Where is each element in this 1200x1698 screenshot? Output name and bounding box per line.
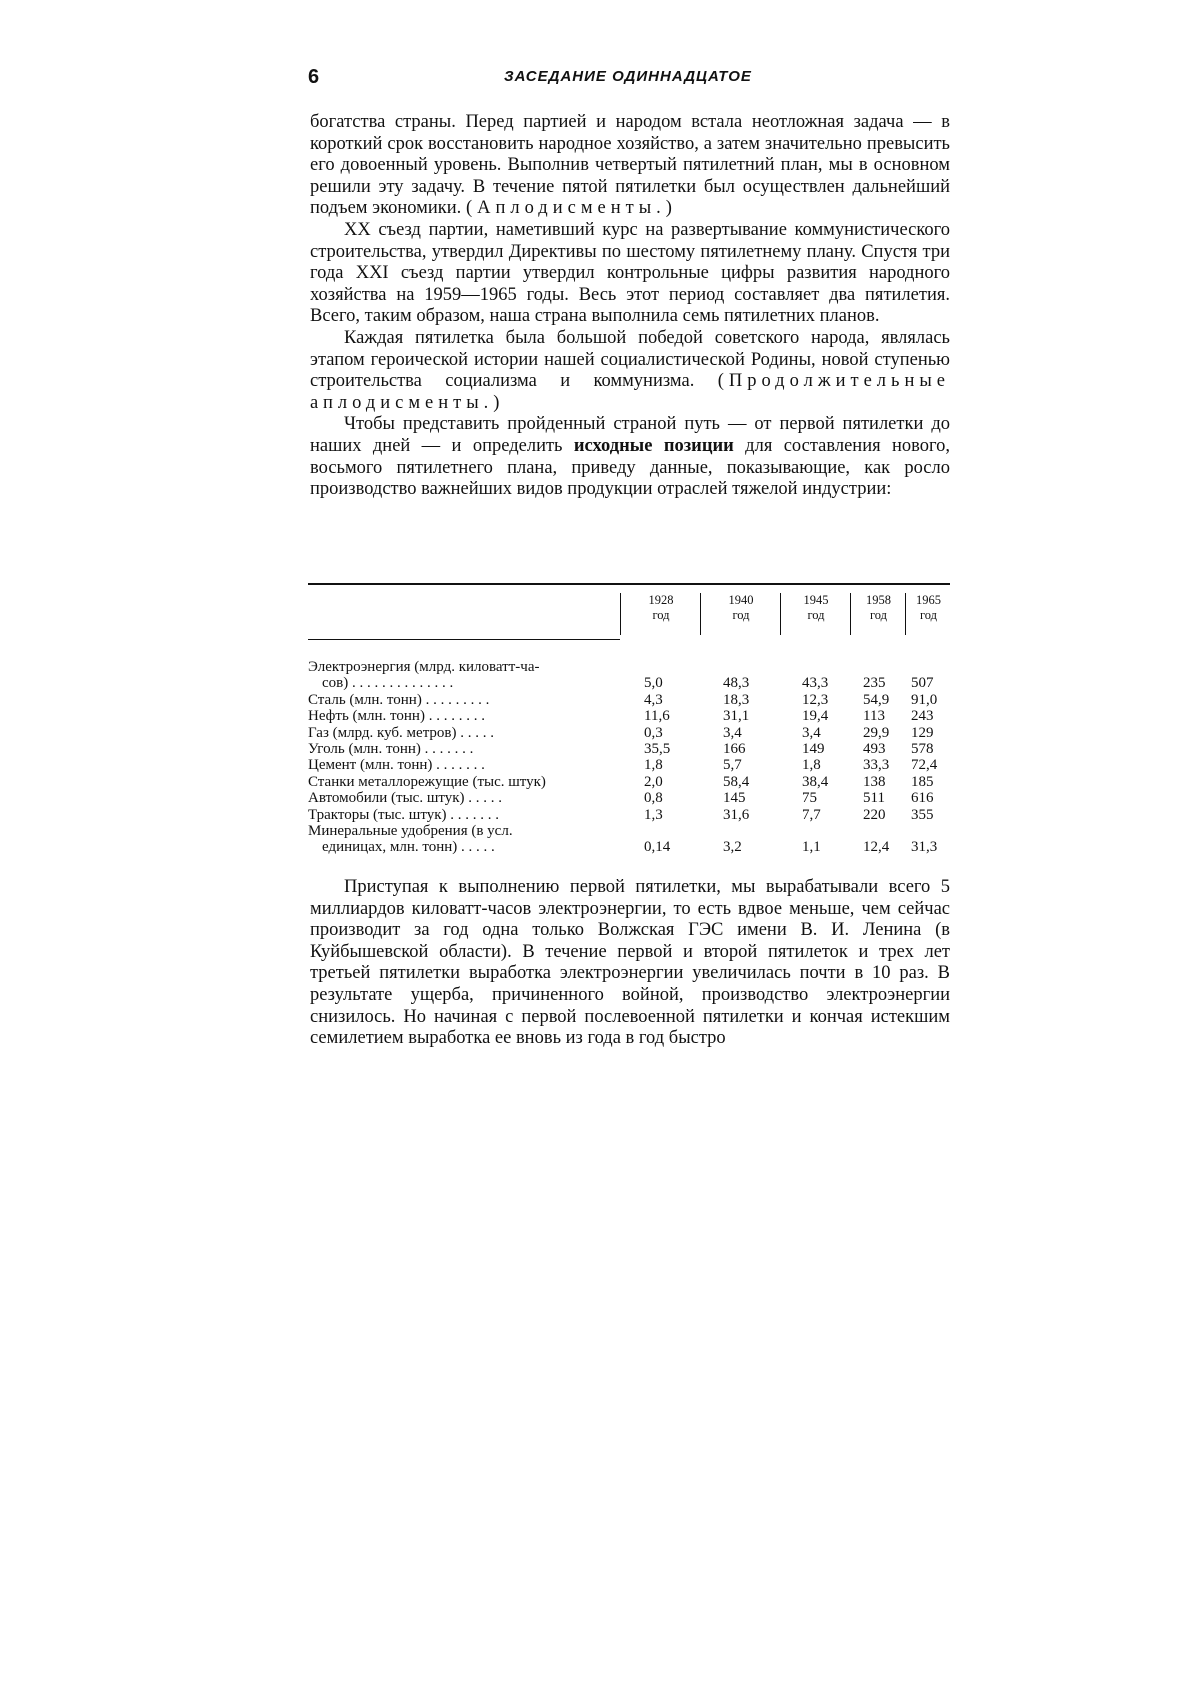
paragraph-intro: Чтобы представить пройденный страной путь — от первой пятилетки до наших дней — и определить исходные позиции для составления нового, восьмого пятилетнего плана, приведу данные, показывающие, как росло производство важнейших видов продукции отраслей тяжелой индустрии: [310, 414, 950, 500]
table-row: Цемент (млн. тонн) . . . . . . . 1,8 5,7 1,8 33,3 72,4 [308, 757, 938, 774]
column-header: 1945 год [780, 593, 851, 635]
body-text-top [310, 112, 950, 501]
paragraph: Каждая пятилетка была большой победой советского народа, являлась этапом героической истории нашей социалистической Родины, новой ступенью строительства социализма и коммунизма. (Продолжительные аплодисменты.) [310, 327, 951, 413]
applause-note: (Аплодисменты.) [465, 198, 677, 219]
column-header: 1940 год [700, 593, 781, 635]
table-row: Уголь (млн. тонн) . . . . . . . 35,5 166 149 493 578 [308, 740, 934, 757]
column-header: 1965 год [905, 593, 951, 635]
column-header: 1958 год [850, 593, 906, 635]
table-row: Тракторы (тыс. штук) . . . . . . . 1,3 31,6 7,7 220 355 [308, 806, 934, 823]
bold-phrase: исходные позиции [573, 435, 734, 456]
table-body [308, 659, 950, 856]
body-text-bottom [310, 877, 950, 1050]
table-row: Минеральные удобрения (в усл. единицах, млн. тонн) . . . . . 0,14 3,2 1,1 12,4 31,3 [308, 822, 938, 856]
page-header [308, 66, 948, 92]
table-row: Нефть (млн. тонн) . . . . . . . . 11,6 31,1 19,4 113 243 [308, 708, 934, 725]
column-header: 1928 год [620, 593, 701, 635]
table-rule [308, 583, 950, 585]
table-row: Электроэнергия (млрд. киловатт-ча- сов) . . . . . . . . . . . . . . 5,0 48,3 43,3 235 507 [308, 659, 934, 692]
paragraph: XX съезд партии, наметивший курс на развертывание коммунистического строительства, утвердил Директивы по шестому пятилетнему плану. Спустя три года XXI съезд партии утвердил контрольные цифры развития народного хозяйства на 1959—1965 годы. Весь этот период составляет два пятилетия. Всего, таким образом, наша страна выполнила семь пятилетних планов. [310, 219, 950, 327]
applause-note: (Продолжительные аплодисменты.) [310, 371, 951, 413]
table-rule [308, 639, 620, 640]
running-head: ЗАСЕДАНИЕ ОДИННАДЦАТОЕ [504, 68, 752, 85]
table-row: Станки металлорежущие (тыс. штук) 2,0 58,4 38,4 138 185 [308, 773, 934, 790]
paragraph: Приступая к выполнению первой пятилетки, мы вырабатывали всего 5 миллиардов киловатт-часов электроэнергии, то есть вдвое меньше, чем сейчас производит за год одна только Волжская ГЭС имени В. И. Ленина (в Куйбышевской области). В течение первой и второй пятилеток и трех лет третьей пятилетки выработка электроэнергии увеличилась почти в 10 раз. В результате ущерба, причиненного войной, производство электроэнергии снизилось. Но начиная с первой послевоенной пятилетки и кончая истекшим семилетием выработка ее вновь из года в год быстро [310, 877, 950, 1049]
paragraph: богатства страны. Перед партией и народом встала неотложная задача — в короткий срок восстановить народное хозяйство, а затем значительно превысить его довоенный уровень. Выполнив четвертый пятилетний план, мы в основном решили эту задачу. В течение пятой пятилетки был осуществлен дальнейший подъем экономики. (Аплодисменты.) [310, 112, 950, 219]
table-row: Газ (млрд. куб. метров) . . . . . 0,3 3,4 3,4 29,9 129 [308, 724, 934, 741]
page-number: 6 [308, 66, 320, 88]
table-row: Сталь (млн. тонн) . . . . . . . . . 4,3 18,3 12,3 54,9 91,0 [308, 691, 938, 708]
table-row: Автомобили (тыс. штук) . . . . . 0,8 145 75 511 616 [308, 790, 934, 807]
